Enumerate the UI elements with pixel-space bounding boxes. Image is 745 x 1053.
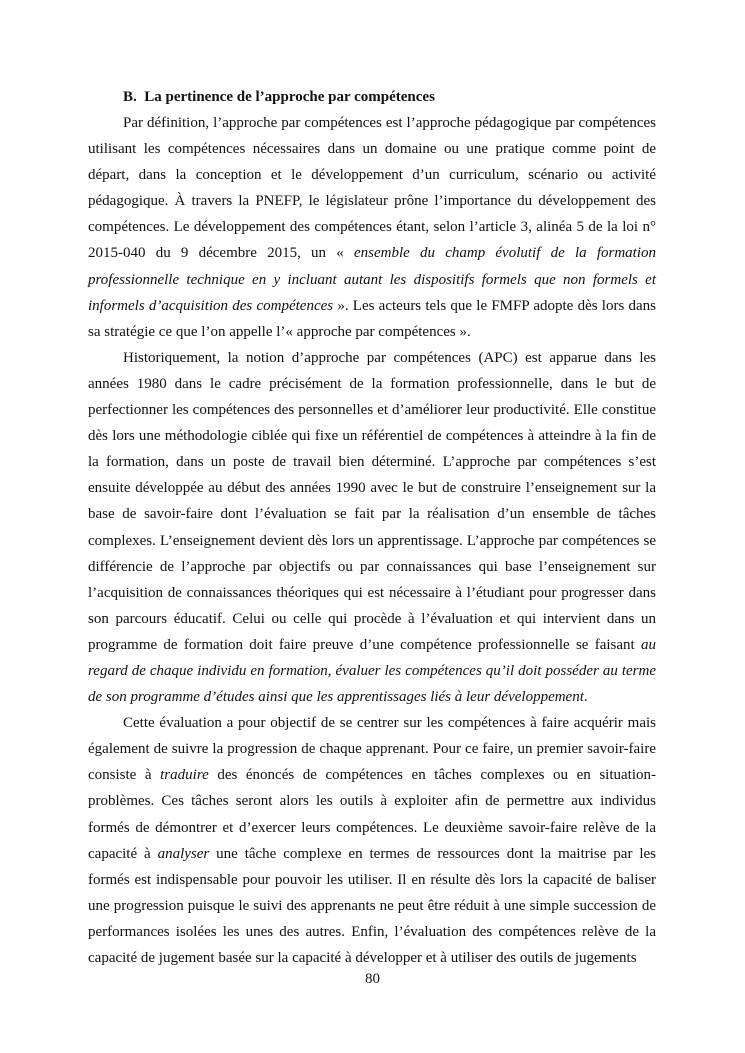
page-number: 80 bbox=[365, 971, 380, 987]
text-run: Par définition, l’approche par compétences est l’approche pédagogique par compétences utilisant les compétences nécessaires dans un domaine ou une pratique comme point de départ, dans la conception et le développement d’un curriculum, scénario ou activité pédagogique. À travers la PNEFP, le législateur prône l’importance du développement des compétences. Le développement des compétences étant, selon l’article 3, alinéa 5 de la loi n° 2015-040 du 9 décembre 2015, un « bbox=[88, 115, 656, 262]
text-run: une tâche complexe en termes de ressources dont la maitrise par les formés est indispensable pour pouvoir les utiliser. Il en résulte dès lors la capacité de baliser une progression puisque le suivi des apprenants ne peut être réduit à une simple succession de performances isolées les unes des autres. Enfin, l’évaluation des compétences relève de la capacité de jugement basée sur la capacité à développer et à utiliser des outils de jugements bbox=[88, 845, 656, 966]
page-body bbox=[88, 84, 656, 971]
italic-term: traduire bbox=[160, 767, 209, 784]
text-run: ». Les acteurs tels que le FMFP adopte dès lors dans sa stratégie ce que l’on appelle l’« approche par compétences ». bbox=[88, 297, 656, 340]
section-heading: B. La pertinence de l’approche par compétences bbox=[123, 89, 435, 105]
paragraph-evaluation bbox=[88, 710, 656, 971]
text-run: des énoncés de compétences en tâches complexes ou en situation-problèmes. Ces tâches seront alors les outils à exploiter afin de permettre aux individus formés de démontrer et d’exercer leurs compétences. Le deuxième savoir-faire relève de la capacité à bbox=[88, 767, 657, 862]
italic-quote: au regard de chaque individu en formation, évaluer les compétences qu’il doit posséder au terme de son programme d’études ainsi que les apprentissages liés à leur développement bbox=[88, 636, 656, 706]
paragraph-history bbox=[88, 345, 656, 710]
paragraph-definition bbox=[88, 110, 656, 345]
text-run: Historiquement, la notion d’approche par compétences (APC) est apparue dans les années 1980 dans le cadre précisément de la formation professionnelle, dans le but de perfectionner les compétences des personnelles et d’améliorer leur productivité. Elle constitue dès lors une méthodologie ciblée qui fixe un référentiel de compétences à atteindre à la fin de la formation, dans un poste de travail bien déterminé. L’approche par compétences s’est ensuite développée au début des années 1990 avec le but de construire l’enseignement sur la base de savoir-faire dont l’évaluation se fait par la réalisation d’un ensemble de tâches complexes. L’enseignement devient dès lors un apprentissage. L’approche par compétences se différencie de l’approche par objectifs ou par connaissances qui base l’enseignement sur l’acquisition de connaissances théoriques qui est nécessaire à l’étudiant pour progresser dans son parcours éducatif. Celui ou celle qui procède à l’évaluation et qui intervient dans un programme de formation doit faire preuve d’une compétence professionnelle se faisant bbox=[88, 349, 656, 653]
italic-term: analyser bbox=[157, 845, 210, 862]
italic-quote: ensemble du champ évolutif de la formation professionnelle technique en y incluant autant les dispositifs formels que non formels et informels d’acquisition des compétences bbox=[88, 245, 656, 314]
text-run: Cette évaluation a pour objectif de se centrer sur les compétences à faire acquérir mais également de suivre la progression de chaque apprenant. Pour ce faire, un premier savoir-faire consiste à bbox=[88, 715, 656, 784]
text-run: . bbox=[583, 689, 588, 706]
